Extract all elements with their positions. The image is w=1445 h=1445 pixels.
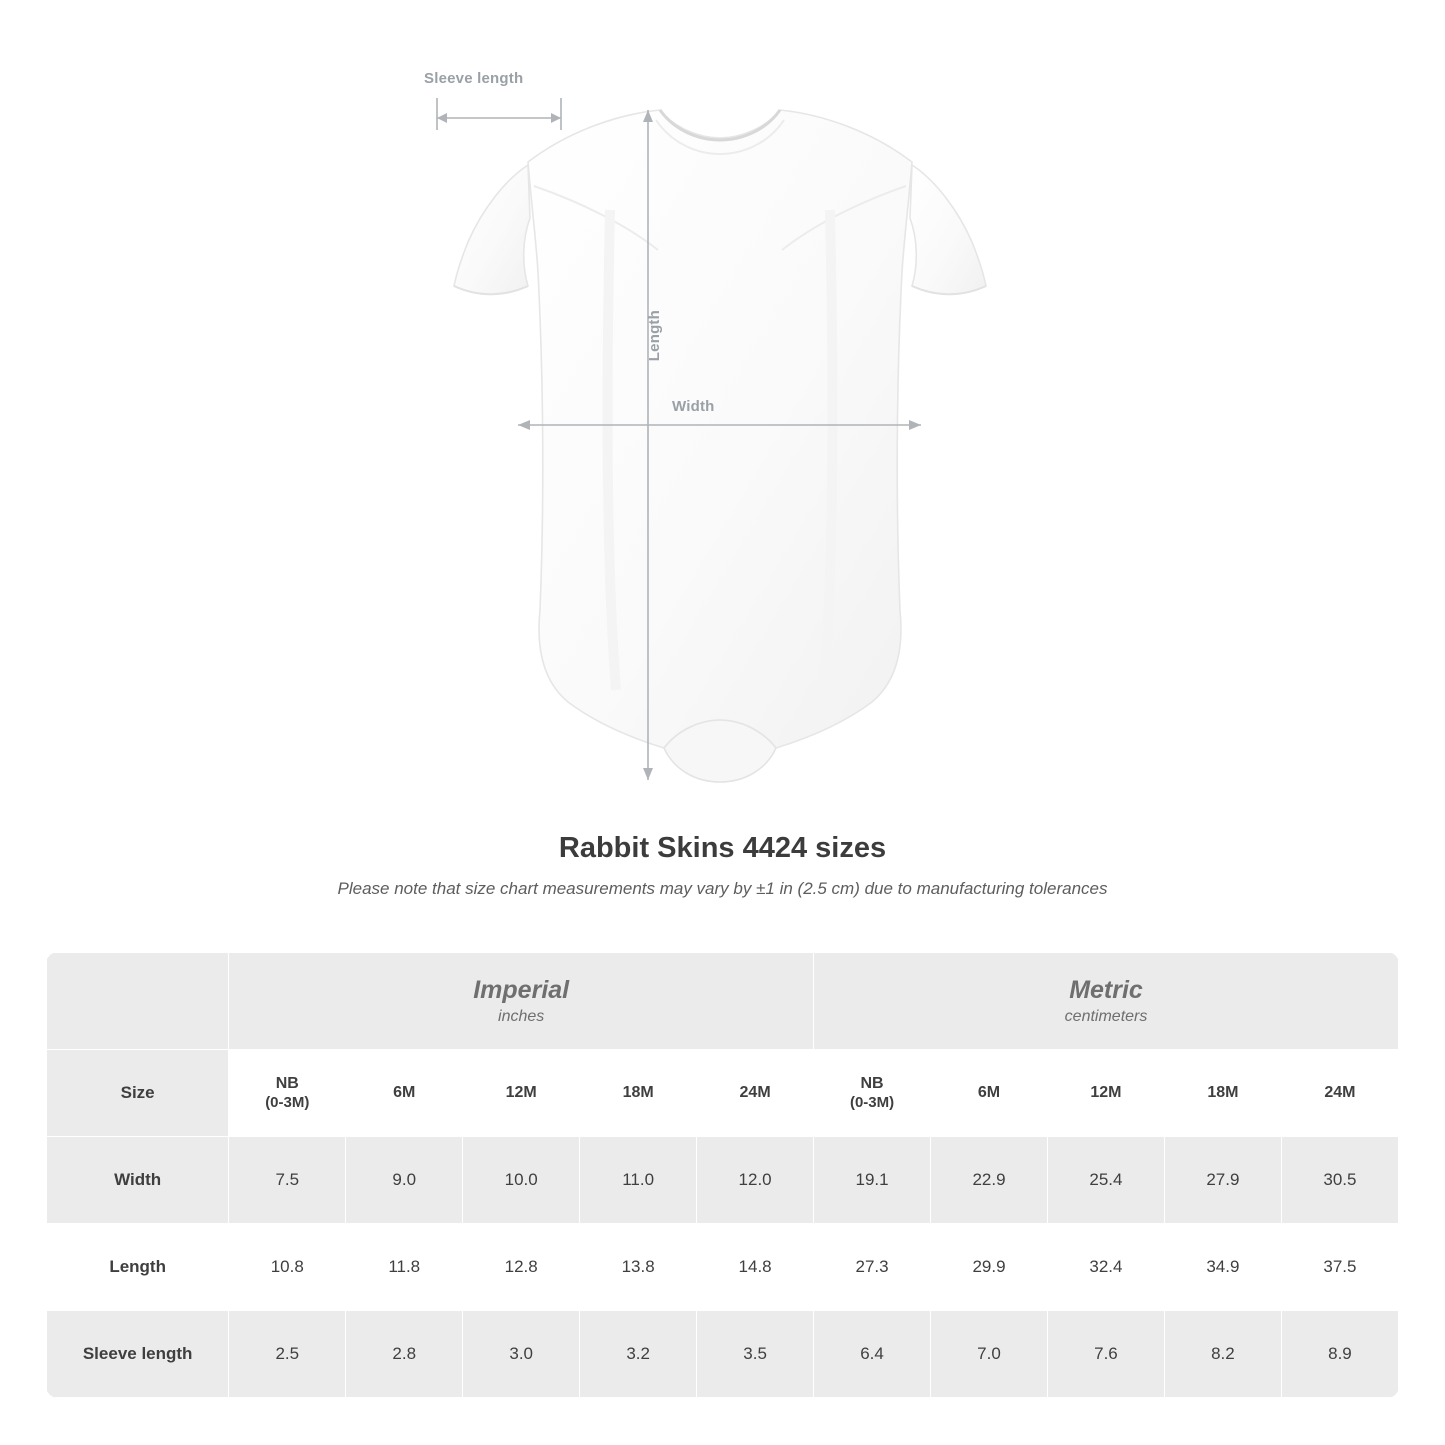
cell-length-18m-cm: 34.9 [1164, 1224, 1281, 1311]
unit-spacer-cell [47, 953, 229, 1050]
cell-width-12m-cm: 25.4 [1047, 1137, 1164, 1224]
cell-width-24m-cm: 30.5 [1281, 1137, 1398, 1224]
cell-sleeve-nb-cm: 6.4 [814, 1311, 931, 1398]
cell-length-12m-cm: 32.4 [1047, 1224, 1164, 1311]
cell-length-12m-in: 12.8 [463, 1224, 580, 1311]
cell-width-12m-in: 10.0 [463, 1137, 580, 1224]
cell-sleeve-6m-in: 2.8 [346, 1311, 463, 1398]
cell-width-18m-in: 11.0 [580, 1137, 697, 1224]
unit-metric-sub: centimeters [1064, 1008, 1148, 1026]
page-title: Rabbit Skins 4424 sizes [558, 832, 887, 864]
col-header-6m-imperial: 6M [346, 1050, 463, 1137]
col-header-24m-metric: 24M [1281, 1050, 1398, 1137]
col-header-24m-imperial: 24M [697, 1050, 814, 1137]
cell-sleeve-12m-cm: 7.6 [1047, 1311, 1164, 1398]
cell-length-24m-cm: 37.5 [1281, 1224, 1398, 1311]
tolerance-note: Please note that size chart measurements may vary by ±1 in (2.5 cm) due to manufacturing tolerances [337, 879, 1108, 898]
width-label: Width [672, 398, 715, 415]
size-table-wrap [46, 952, 1399, 1398]
cell-length-6m-cm: 29.9 [931, 1224, 1048, 1311]
length-label: Length [646, 310, 663, 362]
size-table [46, 952, 1399, 1398]
cell-sleeve-nb-in: 2.5 [229, 1311, 346, 1398]
cell-length-18m-in: 13.8 [580, 1224, 697, 1311]
cell-sleeve-12m-in: 3.0 [463, 1311, 580, 1398]
cell-width-24m-in: 12.0 [697, 1137, 814, 1224]
col-header-6m-metric: 6M [931, 1050, 1048, 1137]
col-header-nb-metric [814, 1050, 931, 1137]
row-label-length: Length [47, 1224, 229, 1311]
cell-length-24m-in: 14.8 [697, 1224, 814, 1311]
unit-metric-name: Metric [1069, 975, 1143, 1004]
size-header-cell: Size [47, 1050, 229, 1137]
unit-metric-cell [814, 953, 1399, 1050]
unit-imperial-sub: inches [498, 1008, 545, 1026]
cell-width-6m-in: 9.0 [346, 1137, 463, 1224]
cell-sleeve-18m-cm: 8.2 [1164, 1311, 1281, 1398]
row-label-width: Width [47, 1137, 229, 1224]
table-row [47, 1137, 1399, 1224]
cell-width-18m-cm: 27.9 [1164, 1137, 1281, 1224]
cell-sleeve-24m-in: 3.5 [697, 1311, 814, 1398]
col-header-main: NB [860, 1074, 884, 1092]
unit-header-row [47, 953, 1399, 1050]
col-header-18m-metric: 18M [1164, 1050, 1281, 1137]
cell-length-nb-in: 10.8 [229, 1224, 346, 1311]
col-header-nb-imperial [229, 1050, 346, 1137]
cell-width-6m-cm: 22.9 [931, 1137, 1048, 1224]
column-header-row [47, 1050, 1399, 1137]
cell-length-6m-in: 11.8 [346, 1224, 463, 1311]
unit-imperial-name: Imperial [473, 975, 570, 1004]
col-header-sub: (0-3M) [849, 1093, 895, 1111]
table-row [47, 1311, 1399, 1398]
cell-width-nb-in: 7.5 [229, 1137, 346, 1224]
col-header-12m-metric: 12M [1047, 1050, 1164, 1137]
cell-sleeve-6m-cm: 7.0 [931, 1311, 1048, 1398]
col-header-18m-imperial: 18M [580, 1050, 697, 1137]
table-row [47, 1224, 1399, 1311]
title-block [0, 832, 1445, 899]
cell-sleeve-18m-in: 3.2 [580, 1311, 697, 1398]
col-header-12m-imperial: 12M [463, 1050, 580, 1137]
cell-length-nb-cm: 27.3 [814, 1224, 931, 1311]
cell-sleeve-24m-cm: 8.9 [1281, 1311, 1398, 1398]
cell-width-nb-cm: 19.1 [814, 1137, 931, 1224]
col-header-main: NB [275, 1074, 299, 1092]
col-header-sub: (0-3M) [265, 1093, 310, 1111]
sleeve-length-label: Sleeve length [424, 70, 524, 87]
unit-imperial-cell [229, 953, 814, 1050]
row-label-sleeve-length: Sleeve length [47, 1311, 229, 1398]
